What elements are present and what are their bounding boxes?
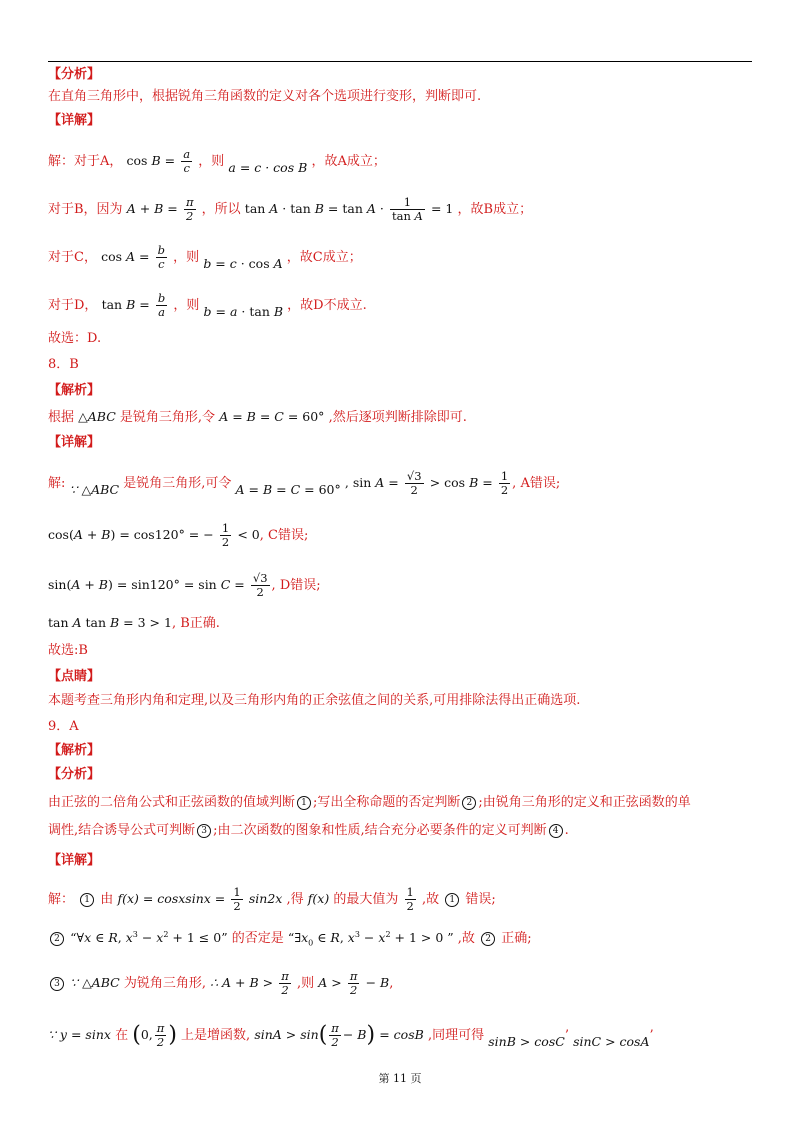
dianjing-text: 本题考查三角形内角和定理,以及三角形内角的正余弦值之间的关系,可用排除法得出正确选项. <box>48 693 581 708</box>
q9-l2-ok: 正确; <box>501 931 532 947</box>
section-heading-detail-9: 【详解】 <box>48 853 101 868</box>
math-cosB: cos B = <box>126 153 176 168</box>
math-sinA: , sin A = <box>344 475 399 490</box>
q8-analysis-pre: 根据 <box>48 410 75 425</box>
math-y-sinx: ∵ y = sinx <box>48 1027 111 1042</box>
q9-l1-gu: ,故 <box>421 892 440 907</box>
circled-2-c: 2 <box>481 932 495 946</box>
math-tanA-tanB-gt-1: tan A tan B = 3 > 1 <box>48 615 172 630</box>
circled-1-c: 1 <box>445 893 459 907</box>
math-forall: “∀x ∈ R, $x^3 - x^2 + 1 \le 0$” <box>70 930 228 946</box>
circled-3-b: 3 <box>50 977 64 991</box>
math-cos-a-plus-b: cos(A + B) = cos120° = − <box>48 527 214 542</box>
q9-analysis-2a: 调性,结合诱导公式可判断 <box>48 823 196 838</box>
q9-l2-fouding: 的否定是 <box>231 931 284 947</box>
section-heading-analysis-9: 【分析】 <box>48 767 101 782</box>
q9-analysis-1b: ;写出全称命题的否定判断 <box>313 795 461 810</box>
question-8-answer: 8．B <box>48 357 79 372</box>
q8-d-wrong: D错误; <box>279 578 321 593</box>
math-a-eq-c-cosB: a = c · cos B <box>228 160 308 175</box>
math-a-gt: A > <box>318 975 342 990</box>
math-because-abc: ∵ △ABC <box>69 482 120 497</box>
section-heading-analysis: 【分析】 <box>48 67 101 82</box>
option-c-then: ，则 <box>173 250 200 265</box>
q9-l4-tong: ,同理可得 <box>427 1028 485 1043</box>
math-b-eq-a-tanB: b = a · tan B <box>203 304 284 319</box>
option-a-end: ，故A成立； <box>311 154 386 169</box>
fraction-pi-over-2-c: $\frac{\pi}{2}$ <box>349 969 358 997</box>
question-9-answer: 9．A <box>48 719 79 734</box>
q9-solution-line4: ∵ y = sinx 在 (0, $\frac{\pi}{2}$ ) 上是增函数, sinA > sin( $\frac{\pi}{2}$ − B) = cosB ,同理可得 sinB > cosC’ sinC > cosA’ <box>48 1021 654 1049</box>
q9-l1-you: 由 <box>100 892 114 907</box>
math-sinA-gt-sin: sinA > sin <box>254 1027 319 1042</box>
q8-solution-line4: tan A tan B = 3 > 1, B正确. <box>48 615 220 631</box>
q8-analysis-mid: 是锐角三角形,令 <box>119 410 216 425</box>
fraction-sqrt3-over-2-b: $\frac{√3}{2}$ <box>252 571 268 599</box>
option-a-prefix: 解：对于A， <box>48 154 123 169</box>
option-c-prefix: 对于C， <box>48 250 97 265</box>
q8-jie: 解: <box>48 476 66 491</box>
q9-l1-de: ,得 <box>286 892 304 907</box>
math-lt-0: < 0 <box>237 527 260 542</box>
math-a-b-c-60-b: A = B = C = 60° <box>235 482 341 497</box>
math-a-b-c-60: A = B = C = 60° <box>219 409 325 424</box>
math-b-eq-c-cosA: b = c · cos A <box>203 256 283 271</box>
section-heading-detail: 【详解】 <box>48 113 101 128</box>
math-eq-cosB: = cosB <box>379 1027 424 1042</box>
option-b-line <box>48 196 752 223</box>
circled-2-b: 2 <box>50 932 64 946</box>
math-minus-b: − B <box>365 975 390 990</box>
fraction-pi-over-2-b: $\frac{\pi}{2}$ <box>281 969 289 997</box>
option-d-prefix: 对于D， <box>48 298 98 313</box>
option-d-then: ，则 <box>173 298 200 313</box>
fraction-1-over-2: $\frac{1}{2}$ <box>500 469 509 497</box>
option-c-end: ，故C成立； <box>286 250 362 265</box>
fraction-1-over-2-b: $\frac{1}{2}$ <box>221 521 230 549</box>
q9-analysis-1a: 由正弦的二倍角公式和正弦函数的值域判断 <box>48 795 296 810</box>
q9-analysis-line2: 调性,结合诱导公式可判断 3 ;由二次函数的图象和性质,结合充分必要条件的定义可判断 4 . <box>48 823 569 838</box>
q8-solution-line1: 解: ∵ △ABC 是锐角三角形,可令 A = B = C = 60° , sin A = $\frac{√3}{2}$ > cos B = $\frac{1}{2}$ , A错误; <box>48 469 561 497</box>
math-minus-b-b: − B <box>342 1027 367 1042</box>
q8-conclusion: 故选:B <box>48 643 88 658</box>
conclusion-d: 故选：D. <box>48 331 102 346</box>
math-sinC-gt-cosA: sinC > cosA <box>573 1034 650 1049</box>
math-paren-left-b: ( <box>318 1022 328 1048</box>
math-sinB-gt-cosC: sinB > cosC <box>488 1034 565 1049</box>
fraction-b-over-c: $\frac{b}{c}$ <box>157 243 166 271</box>
q9-jie: 解： <box>48 892 75 907</box>
fraction-pi-over-2-e: $\frac{\pi}{2}$ <box>331 1021 339 1049</box>
section-heading-dianjing: 【点睛】 <box>48 669 101 684</box>
circled-1: 1 <box>297 796 311 810</box>
math-therefore-a-plus-b: ∴ A + B > <box>210 975 274 990</box>
math-because-abc-b: ∵ △ABC <box>70 975 120 990</box>
math-tanA-tanB: tan A · tan B = tan A · <box>244 201 384 216</box>
fraction-1-over-2-d: $\frac{1}{2}$ <box>406 885 414 913</box>
q9-solution-line1 <box>48 886 752 913</box>
q9-l4-zai: 在 <box>115 1028 129 1043</box>
math-sin-a-plus-b: sin(A + B) = sin120° = sin C = <box>48 577 245 592</box>
q8-c-wrong: C错误; <box>268 528 309 543</box>
math-sin2x: sin2x <box>248 891 283 906</box>
math-gt-cosB: > cos B = <box>429 475 493 490</box>
math-paren-left: ( <box>132 1022 141 1048</box>
fraction-pi-over-2: $\frac{\pi}{2}$ <box>185 195 194 223</box>
math-tanB: tan B = <box>101 297 150 312</box>
fraction-1-over-tanA: $\frac{1}{\text{tan A}}$ <box>391 195 423 223</box>
q8-analysis-end: ,然后逐项判断排除即可. <box>328 410 467 425</box>
math-exists: “$\exists x_0$ ∈ R, $x^3 - x^2 + 1 > 0$ ” <box>287 930 454 948</box>
option-d-end: ，故D不成立. <box>287 298 367 313</box>
section-heading-jiexi-9: 【解析】 <box>48 743 101 758</box>
section-heading-detail-8: 【详解】 <box>48 435 101 450</box>
math-paren-right: ) <box>168 1022 177 1048</box>
q9-l2-gu: ,故 <box>457 931 475 947</box>
math-paren-right-b: ) <box>366 1022 376 1048</box>
option-b-prefix: 对于B，因为 <box>48 202 123 217</box>
q8-a-wrong: A错误; <box>520 476 561 491</box>
q9-l1-max: 的最大值为 <box>333 892 399 907</box>
math-triangle-abc: △ABC <box>78 409 116 424</box>
q9-solution-line2 <box>48 926 752 953</box>
option-a-line <box>48 148 752 175</box>
q9-l3-ze: ,则 <box>296 976 315 991</box>
fraction-pi-over-2-d: $\frac{\pi}{2}$ <box>156 1021 165 1049</box>
q9-analysis-1c: ;由锐角三角形的定义和正弦函数的单 <box>478 795 691 810</box>
q9-l1-err: 错误; <box>465 892 496 907</box>
option-b-so: ，所以 <box>201 202 241 217</box>
page-number: 第 11 页 <box>378 1072 422 1085</box>
option-a-then: ，则 <box>198 154 225 169</box>
section-heading-jiexi-8: 【解析】 <box>48 383 101 398</box>
math-fx-cosx-sinx: f(x) = cosxsinx = <box>117 891 226 906</box>
circled-3: 3 <box>197 824 211 838</box>
fraction-b-over-a: $\frac{b}{a}$ <box>157 291 166 319</box>
q9-l4-zeng: 上是增函数, <box>181 1028 251 1043</box>
q8-b-correct: B正确. <box>180 616 220 631</box>
q8-solution-line2: cos(A + B) = cos120° = − $\frac{1}{2}$ < 0, C错误; <box>48 521 309 549</box>
option-d-line <box>48 292 752 319</box>
circled-4: 4 <box>549 824 563 838</box>
q8-solution-line3: sin(A + B) = sin120° = sin C = $\frac{√3}{2}$ , D错误; <box>48 571 321 599</box>
analysis-text: 在直角三角形中，根据锐角三角函数的定义对各个选项进行变形，判断即可. <box>48 89 482 104</box>
option-c-line <box>48 244 752 271</box>
q9-solution-line3: 3 ∵ △ABC 为锐角三角形, ∴ A + B > $\frac{\pi}{2}$ ,则 A > $\frac{\pi}{2}$ − B, <box>48 970 752 997</box>
math-a-plus-b: A + B = <box>126 201 178 216</box>
math-fx: f(x) <box>307 891 330 906</box>
option-b-end: ，故B成立； <box>457 202 533 217</box>
q8-analysis-line <box>48 408 752 427</box>
fraction-sqrt3-over-2: $\frac{√3}{2}$ <box>406 469 422 497</box>
math-eq-1: = 1 <box>430 201 454 216</box>
circled-2: 2 <box>462 796 476 810</box>
fraction-1-over-2-c: $\frac{1}{2}$ <box>233 885 241 913</box>
header-rule <box>48 61 752 62</box>
fraction-a-over-c: $\frac{a}{c}$ <box>183 147 191 175</box>
q9-analysis-line1 <box>48 794 752 812</box>
math-zero-comma: 0, <box>140 1027 153 1042</box>
math-cosA: cos A = <box>101 249 150 264</box>
q9-l3-mid: 为锐角三角形, <box>123 976 206 991</box>
q8-jie-mid: 是锐角三角形,可令 <box>123 476 232 491</box>
q9-analysis-2b: ;由二次函数的图象和性质,结合充分必要条件的定义可判断 <box>213 823 547 838</box>
circled-1-b: 1 <box>80 893 94 907</box>
